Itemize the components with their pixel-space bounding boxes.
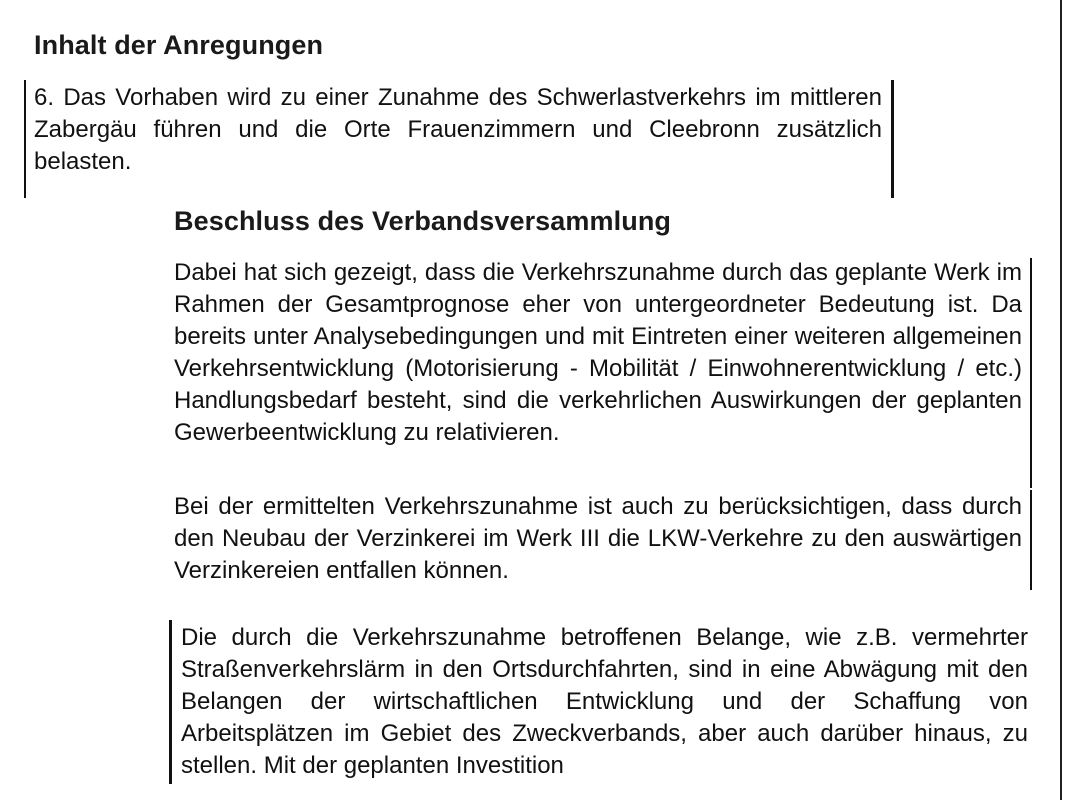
section-heading-anregungen: Inhalt der Anregungen (34, 30, 324, 60)
column-border-right (1030, 490, 1032, 590)
column-border-left (24, 80, 26, 198)
column-border-left (169, 620, 172, 784)
beschluss-paragraph-3: Die durch die Verkehrszunahme betroffenen Belange, wie z.B. vermehrter Straßenverkehrslärm in den Ortsdurchfahrten, sind in eine Abwägung mit den Belangen der wirtschaftlichen Entwicklung und der Schaffung von Arbeitsplätzen im Gebiet des Zweckverbands, aber auch darüber hinaus, zu stellen. Mit der geplanten Investition (181, 624, 1028, 779)
page-edge-line (1060, 0, 1062, 800)
section-heading-beschluss: Beschluss des Verbandsversammlung (174, 206, 672, 236)
anregung-paragraph: 6. Das Vorhaben wird zu einer Zunahme des Schwerlastverkehrs im mittleren Zabergäu führen und die Orte Frauenzimmern und Cleebronn zusätzlich belasten. (34, 84, 882, 175)
beschluss-paragraph-2: Bei der ermittelten Verkehrszunahme ist auch zu berücksichtigen, dass durch den Neubau der Verzinkerei im Werk III die LKW-Verkehre zu den auswärtigen Verzinkereien entfallen können. (174, 493, 1022, 584)
beschluss-paragraph-1: Dabei hat sich gezeigt, dass die Verkehrszunahme durch das geplante Werk im Rahmen der Gesamtprognose eher von untergeordneter Bedeutung ist. Da bereits unter Analysebedingungen und mit Eintreten einer weiteren allgemeinen Verkehrsentwicklung (Motorisierung - Mobilität / Einwohnerentwicklung / etc.) Handlungsbedarf besteht, sind die verkehrlichen Auswirkungen der geplanten Gewerbeentwicklung zu relativieren. (174, 259, 1022, 446)
column-border-right (1030, 258, 1032, 488)
column-border-right (891, 80, 894, 198)
